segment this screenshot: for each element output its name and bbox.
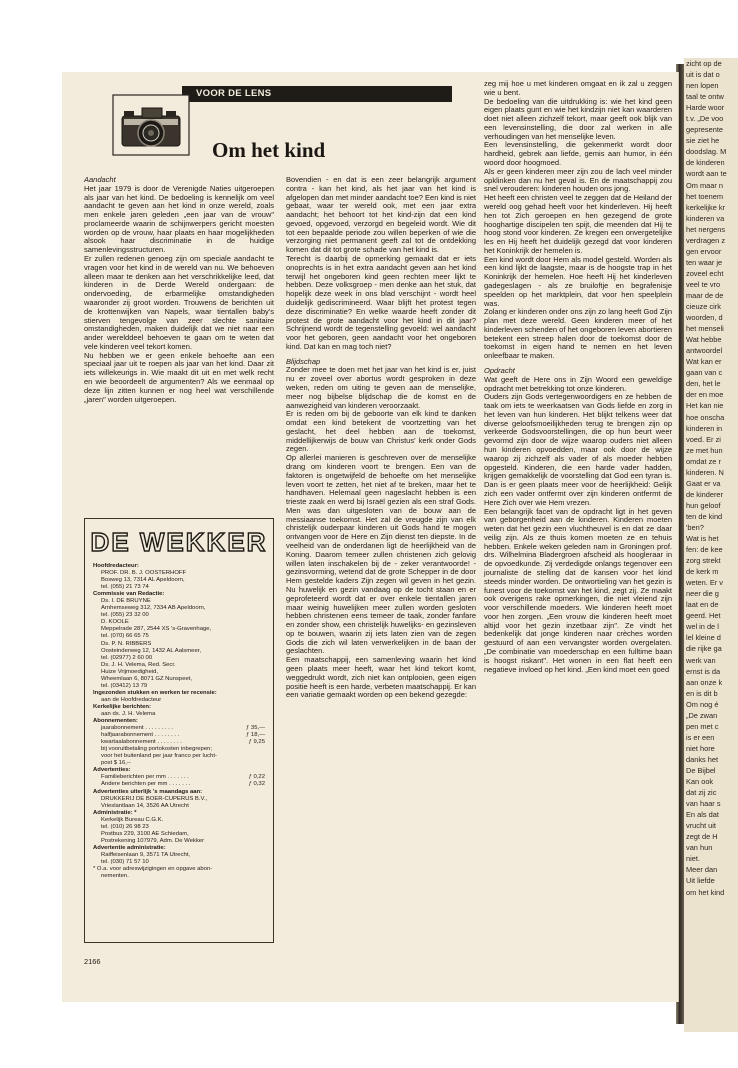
colophon-price: ƒ 18,— bbox=[246, 732, 265, 739]
colophon-line: Kerkelijke berichten: bbox=[93, 703, 151, 710]
next-page-line: antwoordel bbox=[686, 346, 723, 356]
next-page-line: doodslag. M bbox=[686, 147, 727, 157]
colophon-line bbox=[93, 732, 265, 739]
next-page-line: gen ervoor bbox=[686, 246, 722, 256]
next-page-line: het nergens bbox=[686, 224, 726, 234]
colophon-line: Kerkelijk Bureau C.G.K. bbox=[101, 816, 164, 823]
colophon-line: Advertentie administratie: bbox=[93, 844, 166, 851]
next-page-line: dat zij zic bbox=[686, 788, 717, 798]
next-page-line: 'ben? bbox=[686, 522, 704, 532]
next-page-line: van haar s bbox=[686, 799, 721, 809]
next-page-line: kinderen. N bbox=[686, 467, 724, 477]
subheading-opdracht: Opdracht bbox=[484, 366, 515, 375]
colophon-price: ƒ 9,25 bbox=[248, 739, 265, 746]
next-page-line: lel kleine d bbox=[686, 633, 721, 643]
colophon-line: voor het buitenland per jaar franco per lucht- bbox=[101, 753, 217, 760]
next-page-line: ze met hun bbox=[686, 445, 723, 455]
paragraph: zeg mij hoe u met kinderen omgaat en ik zal u zeggen wie u bent. bbox=[484, 79, 672, 97]
colophon-line: Advertenties uiterlijk 's maandags aan: bbox=[93, 788, 203, 795]
colophon-line: Wheemlaan 6, 8071 GZ Nunspeet, bbox=[101, 675, 193, 682]
colophon-line: nementen. bbox=[101, 873, 129, 880]
paragraph: Een belangrijk facet van de opdracht ligt in het geven van geborgenheid aan de kinderen. Kinderen moeten weten dat het gezin een vluchtheuvel is en dat ze daar veilig zijn. Als ze thuis komen moeten ze en tehuis hebben. Enkele weken geleden nam in Groningen prof. drs. Wilhelmina Bladergroen afscheid als hoogleraar in de opvoedkunde. Zij verdedigde onlangs tegenover een journaliste de stelling dat de kansen voor het kind steeds minder worden. De ontwortieling van het gezin is funest voor de toekomst van het kind, zegt zij. Ze maakt ook overigens rake opmerkingen, die niet vleiend zijn voor verschillende moeders. Wie kinderen heeft moet voor hen zorgen. „Een vrouw die kinderen heeft moet altijd voor het gezin inzetbaar zijn". Ze vindt het bedenkelijk dat jonge kinderen naar crèches worden gestuurd of aan een vervangster worden overgelaten. „De combinatie van moederschap en een fulltime baan is hoogst riskant". Het wonen in een flat heeft een negatieve invloed op het kind. „Een kind moet een goed bbox=[484, 506, 672, 674]
next-page-line: cieuze cirk bbox=[686, 302, 721, 312]
colophon-label: jaarabonnement . . . . . . . . . bbox=[101, 725, 174, 732]
paragraph: De bedoeling van die uitdrukking is: wie het kind geen eigen plaats gunt en wie het kindzijn niet kan waarderen doet niet alleen zichzelf tekort, maar geeft ook blijk van een levensinstelling, die door zal werken in alle verhoudingen van het menselijke leven. bbox=[484, 96, 672, 141]
colophon-line: Postbus 229, 3100 AE Schiedam, bbox=[101, 830, 189, 837]
colophon-line: tel. (070) 66 65 75 bbox=[101, 633, 149, 640]
next-page-line: de kerk m bbox=[686, 567, 719, 577]
colophon-price: ƒ 0,32 bbox=[248, 781, 265, 788]
colophon-line: * O.a. voor adreswijzigingen en opgave abon- bbox=[93, 866, 213, 873]
colophon-line: Hoofdredacteur: bbox=[93, 563, 139, 569]
next-page-line: uit is dat o bbox=[686, 70, 720, 80]
section-label: VOOR DE LENS bbox=[182, 86, 452, 102]
next-page-line: hoe onscha bbox=[686, 412, 725, 422]
colophon-line bbox=[93, 781, 265, 788]
subheading-blijdschap: Blijdschap bbox=[286, 356, 321, 366]
next-page-line: fen: de kee bbox=[686, 545, 723, 555]
next-page-line: sie ziet he bbox=[686, 136, 720, 146]
colophon-line bbox=[93, 739, 265, 746]
next-page-line: weten. Er v bbox=[686, 578, 723, 588]
next-page-line: aan onze k bbox=[686, 677, 723, 687]
colophon-line: DRUKKERIJ DE BOER-CUPERUS B.V., bbox=[101, 795, 208, 802]
next-page-line: Uit liefde bbox=[686, 876, 715, 886]
paragraph: Er zullen redenen genoeg zijn om speciale aandacht te vragen voor het kind in de wereld van nu. We behoeven alleen maar te denken aan het verschrikkelijke leed, dat kinderen in de Derde Wereld ondergaan: de ondervoeding, de erbarmelijke omstandigheden waaronder zij groot worden. Trouwens de berichten uit de krottenwijken van Napels, waar tientallen baby's stierven tengevolge van zeer slechte sanitaire omstandigheden, maken duidelijk dat we niet naar een ander werelddeel behoeven te gaan om te weten dat vele kinderen veel tekort komen. bbox=[84, 254, 274, 351]
colophon-label: halfjaarabonnement . . . . . . . . bbox=[101, 732, 180, 739]
colophon-line: aan de Hoofdredacteur bbox=[101, 696, 162, 703]
column-1 bbox=[84, 176, 274, 404]
colophon-line: Huize Vrijmoedigheid, bbox=[101, 668, 159, 675]
paragraph: Een levensinstelling, die gekenmerkt wordt door hardheid, gebrek aan liefde, gemis aan humor, in één woord door hoogmoed. bbox=[484, 140, 672, 168]
next-page-line: geerd. Het bbox=[686, 611, 721, 621]
colophon-line: tel. (02977) 2 60 00 bbox=[101, 654, 153, 661]
paragraph: Op allerlei manieren is geschreven over de menselijke drang om kinderen voort te brengen. Een van de faktoren is ongetwijfeld de behoefte om het menselijke leven voort te zetten, het niet af te breken, maar het te handhaven. Helemaal geen nageslacht hebben is een trieste zaak en werd bij Israël gezien als een straf Gods. Men was dan uitgesloten van de bouw aan de messiaanse toekomst. Het zal de vreugde zijn van elk christelijk ouderpaar kinderen uit Gods hand te mogen ontvangen voor de Here en Zijn dienst ten diepste. In de veelheid van de onderdanen ligt de heerlijkheid van de Koning. Daarom temeer zullen christenen zich gelovig willen laten inschakelen bij de - zeker verantwoorde! - gezinsvorming, wetend dat de grote Schepper in de door Hem gestelde kaders Zijn zegen wil geven in het gezin. Nu huwelijk en gezin vandaag op de tocht staan en er geprofeteerd wordt dat er over enkele tientallen jaren maar weinig huwelijken meer zullen worden gesloten hebben christenen eens temeer de taak, zonder fanfare en zonder show, een christelijk huwelijks- en gezinsleven op te bouwen, waarin zij iets laten zien van de zegen Gods die zich wil laten verwerkelijken in de baan der geslachten. bbox=[286, 453, 476, 656]
column-2 bbox=[286, 176, 476, 700]
next-page-line: gaan van c bbox=[686, 368, 723, 378]
paragraph: Zolang er kinderen onder ons zijn zo lang heeft God Zijn plan met deze wereld. Geen kinderen meer of het kinderleven schenden of het ongeboren leven abortieren betekent een streep halen door de toekomst door de toekomst in eigen hand te nemen en het leven onleefbaar te maken. bbox=[484, 307, 672, 361]
next-page-line: der en moe bbox=[686, 390, 724, 400]
next-page-line: om het kind bbox=[686, 887, 725, 897]
colophon-line: Oosteinderweg 12, 1432 AL Aalsmeer, bbox=[101, 647, 201, 654]
article-title: Om het kind bbox=[212, 138, 326, 162]
next-page-line: t.v. „De voo bbox=[686, 114, 724, 124]
next-page-line: wel in de l bbox=[686, 622, 719, 632]
paragraph: Zonder mee te doen met het jaar van het kind is er, juist nu er zoveel over abortus wordt gesproken in deze weken, reden om uiting te geven aan de menselijke, meer nog bijbelse blijdschap die de komst en de aanwezigheid van kinderen veroorzaakt. bbox=[286, 365, 476, 410]
camera-icon bbox=[112, 94, 190, 156]
colophon-line: tel. (030) 71 57 10 bbox=[101, 858, 149, 865]
colophon-line: Postrekening 107979, Adm. De Wekker bbox=[101, 837, 205, 844]
colophon-price: ƒ 35,— bbox=[246, 725, 265, 732]
colophon-line: Raiffeisenlaan 9, 3571 TA Utrecht, bbox=[101, 851, 191, 858]
colophon-box bbox=[84, 518, 274, 943]
next-page-line: zoveel echt bbox=[686, 268, 724, 278]
colophon-line: Ingezonden stukken en werken ter recensie: bbox=[93, 689, 217, 696]
colophon-line: post $ 16,-- bbox=[101, 760, 131, 767]
next-page-line: en is dit b bbox=[686, 688, 718, 698]
colophon-line: Bosweg 13, 7314 AL Apeldoorn, bbox=[101, 577, 185, 584]
paragraph: Het heeft een christen veel te zeggen dat de Heiland der wereld oog gehad heeft voor het kinderleven. Hij heeft hen tot Zich geroepen en hen gezegend de grote hooghartige discipelen ten spijt, die meenden dat Hij te hoog stond voor kinderen. Ze kregen een onvergetelijke les en Hij heeft het duidelijk gezegd dat voor kinderen het Koninkrijk der hemelen is. bbox=[484, 193, 672, 255]
colophon-line: D. KOOLE bbox=[101, 619, 129, 626]
next-page-line: het menseli bbox=[686, 324, 724, 334]
colophon-line: Abonnementen: bbox=[93, 718, 138, 725]
colophon-line: Ds. J. H. Velema, Red. Secr. bbox=[101, 661, 176, 668]
colophon-label: Andere berichten per mm . . . . . . . bbox=[101, 781, 191, 788]
paragraph: Ouders zijn Gods vertegenwoordigers en ze hebben de taak om iets te weerkaatsen van Gods liefde en zorg in het leven van hun kinderen. Het blijkt telkens weer dat diverse geloofsmoeilijkheden terug te brengen zijn op verkeerde Godsvoorstellingen, die op hun beurt weer gevormd zijn door de wijze waarop ouders niet alleen hun kinderen opvoedden, maar ook door de wijze waarop zij zichzelf als vader of als moeder hebben opgesteld. Kinderen, die een harde vader hadden, krijgen gemakkelijk de voorstelling dat God een tyran is. Dan is er geen plaats meer voor de heerlijkheid: Gelijk zich een vader ontfermt over zijn kinderen ontfermt de Here Zich over wie Hem vrezen. bbox=[484, 392, 672, 507]
colophon-line: Administratie: * bbox=[93, 809, 137, 816]
paragraph: Een kind wordt door Hem als model gesteld. Worden als een kind lijkt de laagste, maar is de hoogste trap in het Koninkrijk der hemelen. Hoe heeft Hij het kinderleven gadegeslagen - als ze bruiloftje en begrafenisje speelden op het marktplein, dat voor hen speelplein was. bbox=[484, 254, 672, 308]
next-page-line: omdat ze r bbox=[686, 456, 721, 466]
next-page-line: De Bijbel bbox=[686, 766, 716, 775]
next-page-line: kerkelijke kr bbox=[686, 202, 726, 212]
next-page-line: Om maar n bbox=[686, 180, 723, 190]
next-page-line: maar de de bbox=[686, 290, 724, 300]
next-page-line: pen met c bbox=[686, 721, 719, 731]
colophon-label: Familieberichten per mm . . . . . . . bbox=[101, 774, 189, 781]
next-page-line: vrucht uit bbox=[686, 821, 716, 831]
next-page-line: Kan ook bbox=[686, 777, 714, 787]
colophon-line: PROF. DR. B. J. OOSTERHOFF bbox=[101, 570, 187, 577]
colophon-line: Vrieslantlaan 14, 3526 AA Utrecht bbox=[101, 802, 189, 809]
colophon-line: tel. (055) 21 73 74 bbox=[101, 584, 149, 591]
next-page-line: Wat kan er bbox=[686, 357, 722, 367]
next-page-line: Meer dan bbox=[686, 865, 718, 875]
next-page-line: Het kan nie bbox=[686, 401, 724, 411]
next-page-line: zicht op de bbox=[686, 59, 722, 68]
colophon-line: Ds. P. N. RIBBERS bbox=[101, 640, 152, 647]
next-page-line: die rijke ga bbox=[686, 644, 722, 654]
next-page-line: het toenem bbox=[686, 191, 723, 201]
next-page-line: is er een bbox=[686, 732, 715, 742]
next-page-line: gepresente bbox=[686, 125, 723, 135]
svg-text:DE WEKKER: DE WEKKER bbox=[90, 527, 268, 557]
next-page-line: Harde woor bbox=[686, 103, 725, 113]
colophon-line: Arnhemseweg 312, 7334 AB Apeldoorn, bbox=[101, 605, 206, 612]
next-page-line: wordt aan te bbox=[686, 169, 727, 179]
next-page-line: niet hore bbox=[686, 743, 715, 753]
next-page-line: En als dat bbox=[686, 810, 719, 820]
next-page-line: kinderen in bbox=[686, 423, 723, 433]
next-page-line: ernst is da bbox=[686, 666, 721, 676]
colophon-line: Ds. I. DE BRUYNE bbox=[101, 598, 151, 605]
de-wekker-logo bbox=[90, 527, 268, 557]
paragraph: Er is reden om bij de geboorte van elk kind te danken omdat een kind betekent de voortzetting van het geslacht, het deel hebben aan de toekomst, middellijkerwijs de bouw van Christus' kerk onder Gods zegen. bbox=[286, 409, 476, 454]
next-page-line: neer die g bbox=[686, 589, 719, 599]
colophon-label: kwartaalabonnement . . . . . . . . bbox=[101, 739, 182, 746]
paragraph: Wat geeft de Here ons in Zijn Woord een geweldige opdracht met betrekking tot onze kinderen. bbox=[484, 374, 672, 393]
colophon-line: tel. (010) 26 98 23 bbox=[101, 823, 149, 830]
colophon-price: ƒ 0,22 bbox=[248, 774, 265, 781]
next-page-line: taal te ontw bbox=[686, 92, 724, 102]
paragraph: Als er geen kinderen meer zijn zou de lach veel minder opklinken dan nu het geval is. En de maatschappij zou snel verouderen: kinderen houden ons jong. bbox=[484, 166, 672, 194]
next-page-line: Gaat er va bbox=[686, 478, 721, 488]
next-page-line: ten de kind bbox=[686, 511, 723, 521]
next-page-line: danks het bbox=[686, 754, 719, 764]
next-page-line: de kinderen bbox=[686, 158, 725, 168]
next-page-line: kinderen va bbox=[686, 213, 725, 223]
colophon-line: Meppelrade 287, 2544 XS 's-Gravenhage, bbox=[101, 626, 212, 633]
colophon-line: bij vooruitbetaling portokosten inbegrepen; bbox=[101, 746, 213, 753]
paragraph: Een maatschappij, een samenleving waarin het kind geen plaats meer heeft, waar het kind tekort komt, weggedrukt wordt, zich niet kan ontplooien, geen eigen positie heeft is een harde, verbeten maatschappij. Er kan een variatie gemaakt worden op een bekend gezegde: bbox=[286, 655, 476, 700]
paragraph: Nu hebben we er geen enkele behoefte aan een speciaal jaar uit te roepen als jaar van het kind. Daar zit iets willekeurigs in. Wie maakt dit uit en met welk recht en wie beoordeelt de argumenten? Als we eenmaal op deze lijn zitten kunnen er nog heel wat verschillende „jaren" worden uitgeroepen. bbox=[84, 350, 274, 404]
next-page-line: Wat is het bbox=[686, 534, 719, 544]
colophon-line bbox=[93, 774, 265, 781]
next-page-line: Wat hebbe bbox=[686, 335, 722, 345]
colophon-line: tel. (055) 23 32 00 bbox=[101, 612, 149, 619]
next-page-line: woorden, d bbox=[686, 313, 723, 323]
colophon-line: Commissie van Redactie: bbox=[93, 591, 165, 598]
next-page-line: niet. bbox=[686, 854, 700, 864]
next-page-line: verdragen z bbox=[686, 235, 726, 245]
paragraph: Bovendien - en dat is een zeer belangrijk argument contra - kan het kind, als het jaar van het kind is afgelopen dan met minder aandacht toe? Een kind is niet gebaat, waar ter wereld ook, met een jaar extra aandacht; het behoort tot het kind-zijn dat een kind gevoed, opgevoed, verzorgd en begeleid wordt. Wie dit tot een bepaalde periode zou willen beperken of wie die verzorging niet permanent geeft zal tot de ontdekking komen dat dit tot grote schade van het kind is. bbox=[286, 175, 476, 255]
paragraph: Het jaar 1979 is door de Verenigde Naties uitgeroepen als jaar van het kind. De bedoeling is kennelijk om veel aandacht te geven aan het kind in onze wereld, zoals men enkele jaren geleden „een jaar van de vrouw" proclameerde waarin de schijnwerpers gericht moesten worden op de vrouw, haar plaats en haar mogelijkheden alsook haar discriminatie in de huidige samenlevingsstructuren. bbox=[84, 183, 274, 255]
paragraph: Terecht is daarbij de opmerking gemaakt dat er iets onoprechts is in het extra aandacht geven aan het kind terwijl het ongeboren kind geen rechten meer lijkt te hebben. Deze volksgroep - men denke aan het stuk, dat hopelijk deze week in ons blad verschijnt - wordt heel duidelijk gediscrimineerd. Waar blijft het protest tegen deze discriminatie? En welke waarde heeft zonder dit protest de grote aandacht voor het kind in dit jaar? Schrijnend wordt de tegenstelling gevoeld: wel aandacht voor het geboren, geen aandacht voor het ongeboren kind. Dat kan en mag toch niet? bbox=[286, 254, 476, 351]
colophon-lines bbox=[93, 563, 265, 880]
next-page-line: voed. Er zi bbox=[686, 434, 721, 444]
next-page-line: zegt de H bbox=[686, 832, 718, 842]
next-page-line: de kinderer bbox=[686, 489, 723, 499]
article-header bbox=[112, 80, 472, 164]
column-3 bbox=[484, 80, 672, 674]
next-page-line: veel te vro bbox=[686, 279, 721, 289]
next-page-fragment bbox=[684, 58, 738, 1032]
colophon-line: aan ds. J. H. Velema bbox=[101, 710, 156, 717]
next-page-line: hun geloof bbox=[686, 500, 721, 510]
next-page-line: Om nog é bbox=[686, 699, 719, 709]
next-page-line: „De zwan bbox=[686, 710, 718, 720]
next-page-line: nen lopen bbox=[686, 81, 719, 91]
next-page-line: zorg strekt bbox=[686, 556, 721, 566]
next-page-line: den, het le bbox=[686, 379, 721, 389]
colophon-line: Advertenties: bbox=[93, 767, 131, 774]
next-page-line: ten waar je bbox=[686, 257, 723, 267]
next-page-line: van hun bbox=[686, 843, 713, 853]
next-page-line: werk van bbox=[686, 655, 716, 665]
next-page-line: laat en de bbox=[686, 600, 719, 610]
subheading-aandacht: Aandacht bbox=[84, 175, 116, 184]
colophon-line bbox=[93, 725, 265, 732]
colophon-line: tel. (03412) 13 79 bbox=[101, 682, 148, 689]
page-number: 2166 bbox=[84, 957, 101, 966]
